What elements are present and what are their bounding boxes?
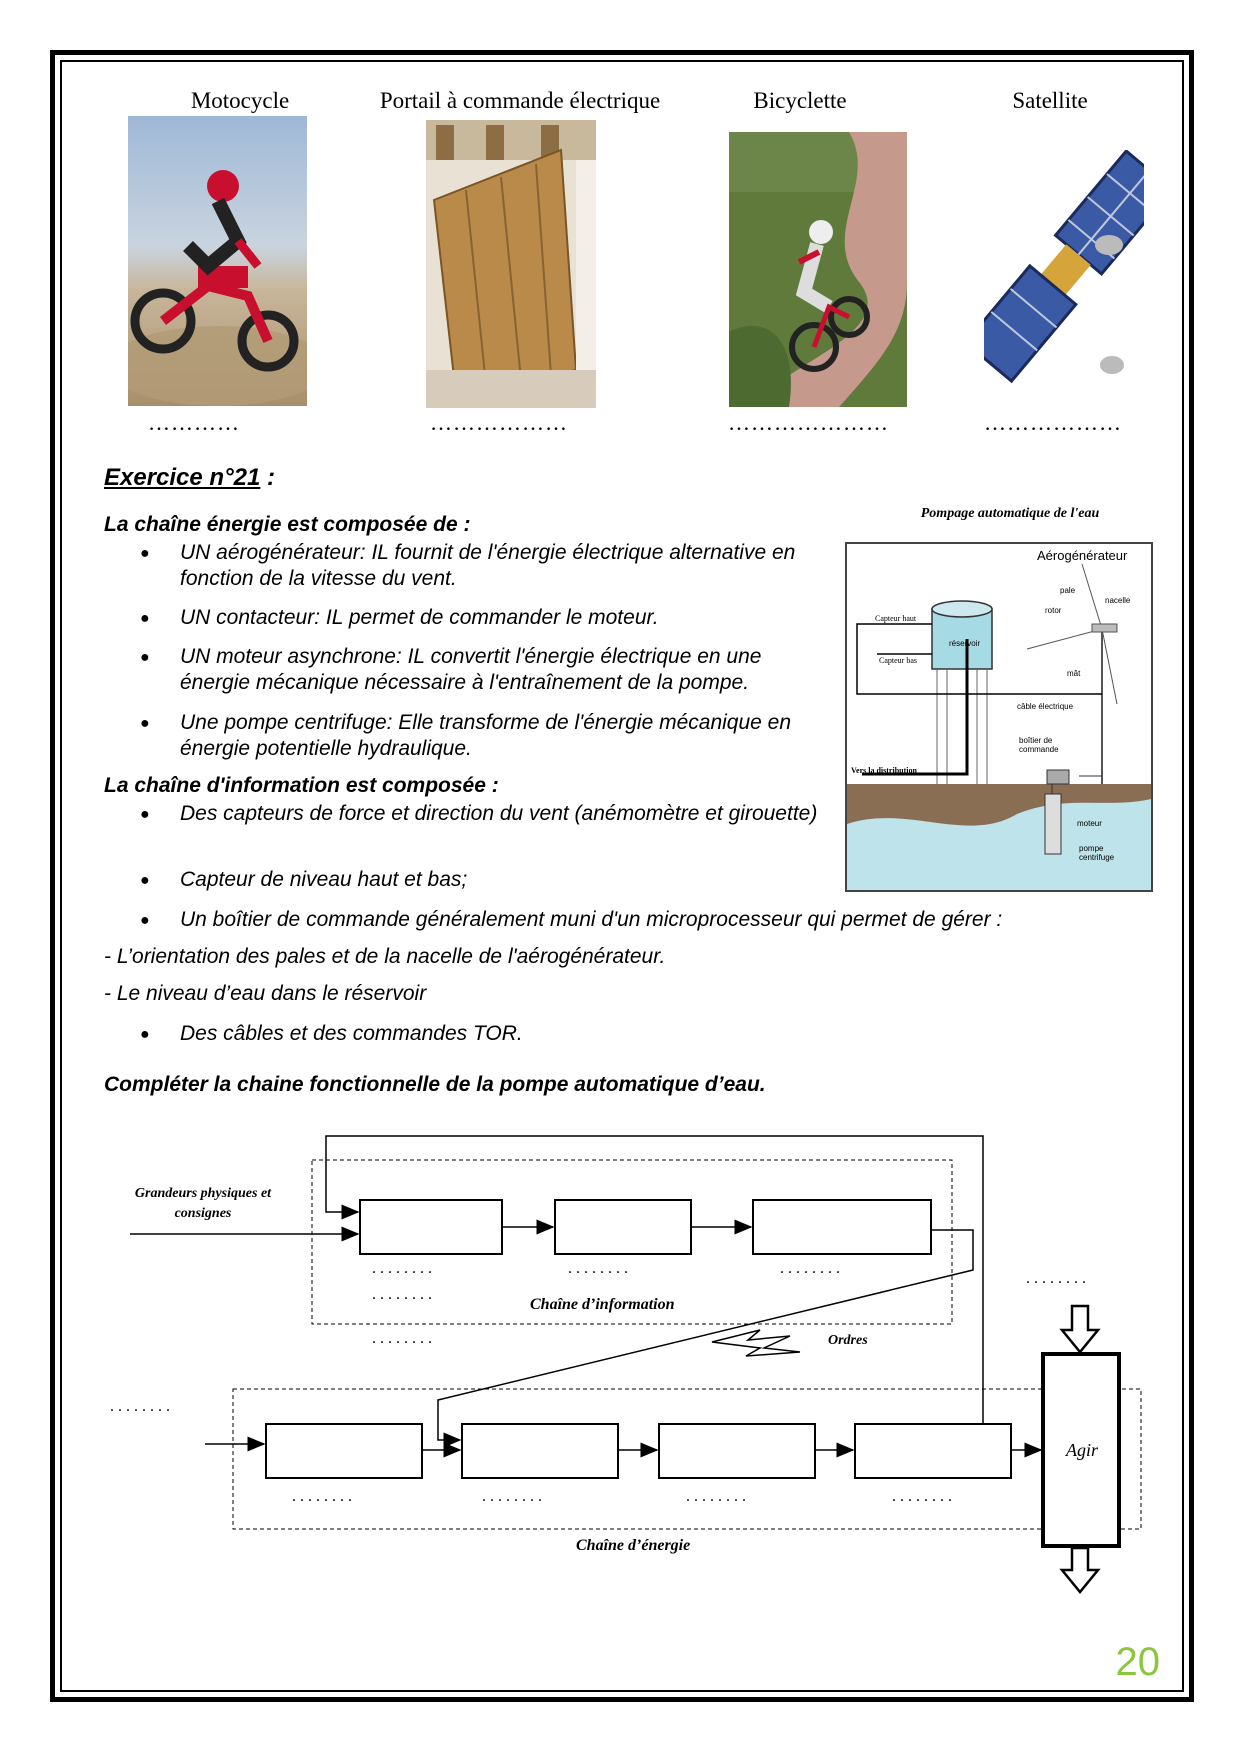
agir-label: Agir <box>1065 1440 1098 1460</box>
label-capteur-bas: Capteur bas <box>879 656 917 665</box>
label-aero: Aérogénérateur <box>1037 548 1128 563</box>
agir-input-blank[interactable]: ........ <box>1026 1270 1090 1287</box>
label-pale: pale <box>1060 586 1076 595</box>
energy-item: Une pompe centrifuge: Elle transforme de l'énergie mécanique en énergie potentielle hydraulique. <box>180 711 792 760</box>
info-chain-label: Chaîne d’information <box>530 1296 675 1313</box>
energy-item: UN moteur asynchrone: IL convertit l'énergie électrique en une énergie mécanique nécessaire à l'entraînement de la pompe. <box>180 645 762 694</box>
energy-box-3-blank[interactable]: ........ <box>686 1488 750 1505</box>
bullet-icon: ● <box>140 610 150 627</box>
dash-item: - Le niveau d’eau dans le réservoir <box>104 982 427 1005</box>
info-box-2 <box>555 1200 691 1254</box>
label-boitier: boîtier de commande <box>1019 736 1059 754</box>
last-item: Des câbles et des commandes TOR. <box>180 1022 523 1045</box>
energy-box-2-blank[interactable]: ........ <box>482 1488 546 1505</box>
answer-blank-bicyclette[interactable]: ………………… <box>728 410 889 435</box>
exercise-title-colon: : <box>260 464 276 491</box>
figure-title: Pompage automatique de l'eau <box>920 506 1100 521</box>
answer-blank-satellite[interactable]: ……………… <box>984 410 1122 435</box>
energy-heading: La chaîne énergie est composée de : <box>104 513 471 536</box>
info-item: Des capteurs de force et direction du vent (anémomètre et girouette) <box>180 802 818 825</box>
bullet-icon: ● <box>140 1026 150 1043</box>
bicycle-photo <box>729 132 907 407</box>
bullet-icon: ● <box>140 545 150 562</box>
energy-box-3 <box>659 1424 815 1478</box>
page-number: 20 <box>1115 1640 1160 1684</box>
bullet-icon: ● <box>140 649 150 666</box>
energy-input-blank[interactable]: ........ <box>110 1398 174 1415</box>
energy-box-4-blank[interactable]: ........ <box>892 1488 956 1505</box>
caption-portail: Portail à commande électrique <box>379 88 661 113</box>
bullet-icon: ● <box>140 872 150 889</box>
label-mat: mât <box>1067 669 1081 678</box>
satellite-photo <box>984 150 1144 400</box>
exercise-title: Exercice n°21 <box>104 464 261 491</box>
energy-box-1 <box>266 1424 422 1478</box>
answer-blank-motocycle[interactable]: ………… <box>148 410 240 435</box>
label-rotor: rotor <box>1045 606 1062 615</box>
functional-chain-diagram <box>100 1130 1160 1600</box>
pump-figure <box>845 542 1153 892</box>
info-box-3-blank[interactable]: ........ <box>780 1260 844 1277</box>
energy-box-1-blank[interactable]: ........ <box>292 1488 356 1505</box>
info-heading: La chaîne d'information est composée : <box>104 774 499 797</box>
inputs-label: Grandeurs physiques et consignes <box>134 1186 272 1221</box>
info-box-2-blank[interactable]: ........ <box>568 1260 632 1277</box>
info-item: Un boîtier de commande généralement muni d'un microprocesseur qui permet de gérer : <box>180 908 1003 931</box>
energy-box-2 <box>462 1424 618 1478</box>
label-moteur: moteur <box>1077 819 1102 828</box>
info-box-1-blank-2[interactable]: ........ <box>372 1286 436 1303</box>
label-reservoir: réservoir <box>949 639 981 648</box>
energy-item: UN contacteur: IL permet de commander le moteur. <box>180 606 659 629</box>
energy-box-4 <box>855 1424 1011 1478</box>
below-info-blank[interactable]: ........ <box>372 1330 436 1347</box>
info-box-1 <box>360 1200 502 1254</box>
orders-label: Ordres <box>828 1333 868 1348</box>
bullet-icon: ● <box>140 715 150 732</box>
label-capteur-haut: Capteur haut <box>875 614 917 623</box>
info-item: Capteur de niveau haut et bas; <box>180 868 468 891</box>
bullet-icon: ● <box>140 806 150 823</box>
dash-item: - L’orientation des pales et de la nacelle de l'aérogénérateur. <box>104 945 666 968</box>
bullet-icon: ● <box>140 912 150 929</box>
label-distribution: Vers la distribution <box>851 766 917 775</box>
motorcycle-photo <box>128 116 307 406</box>
info-box-1-blank[interactable]: ........ <box>372 1260 436 1277</box>
gate-photo <box>426 120 596 408</box>
answer-blank-portail[interactable]: ……………… <box>430 410 568 435</box>
caption-satellite: Satellite <box>1012 88 1088 113</box>
label-cable: câble électrique <box>1017 702 1074 711</box>
exercise-title-wrap <box>104 464 275 492</box>
task-instruction: Compléter la chaine fonctionnelle de la pompe automatique d’eau. <box>104 1073 766 1096</box>
info-box-3 <box>753 1200 931 1254</box>
energy-chain-label: Chaîne d’énergie <box>576 1537 691 1554</box>
caption-motocycle: Motocycle <box>190 88 290 113</box>
label-pompe: pompe centrifuge <box>1079 844 1115 862</box>
label-nacelle: nacelle <box>1105 596 1131 605</box>
caption-bicyclette: Bicyclette <box>753 88 847 113</box>
energy-item: UN aérogénérateur: IL fournit de l'énergie électrique alternative en fonction de la vitesse du vent. <box>180 541 796 590</box>
